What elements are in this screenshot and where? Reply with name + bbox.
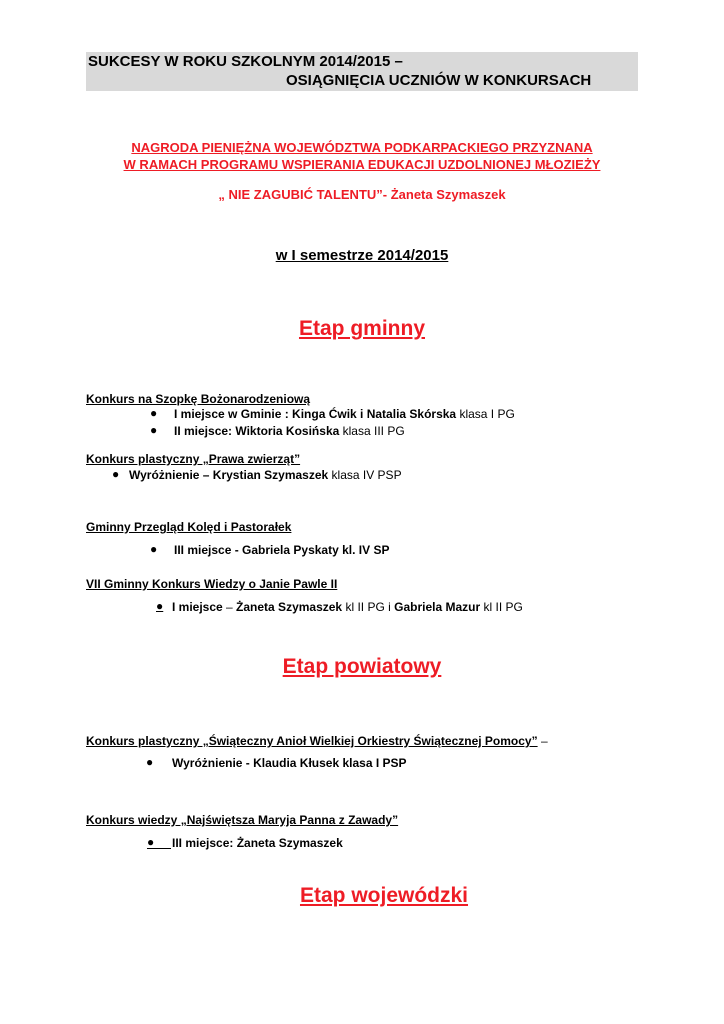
list-item: I miejsce – Żaneta Szymaszek kl II PG i Gabriela Mazur kl II PG <box>172 600 523 614</box>
contest-title-jan-pawel: VII Gminny Konkurs Wiedzy o Janie Pawle II <box>86 577 338 591</box>
award-line1: NAGRODA PIENIĘŻNA WOJEWÓDZTWA PODKARPACKIEGO PRZYZNANA <box>131 140 593 155</box>
header-title-line2: OSIĄGNIĘCIA UCZNIÓW W KONKURSACH <box>286 72 592 89</box>
contest-title-szopka: Konkurs na Szopkę Bożonarodzeniową <box>86 392 311 406</box>
list-item: III miejsce - Gabriela Pyskaty kl. IV SP <box>174 543 390 557</box>
bullet-icon: ● <box>150 423 158 437</box>
stage-heading-wojewodzki: Etap wojewódzki <box>299 884 469 907</box>
bullet-icon: ● <box>146 755 154 769</box>
list-item: III miejsce: Żaneta Szymaszek <box>172 836 343 850</box>
award-line2: W RAMACH PROGRAMU WSPIERANIA EDUKACJI UZDOLNIONEJ MŁOZIEŻY <box>123 157 601 172</box>
contest-title-prawa-zwierzat: Konkurs plastyczny „Prawa zwierząt” <box>86 452 301 466</box>
underline-divider <box>147 848 171 849</box>
header-title-line1: SUKCESY W ROKU SZKOLNYM 2014/2015 – <box>88 53 403 70</box>
bullet-icon: ● <box>147 835 155 849</box>
bullet-icon: ● <box>150 542 158 556</box>
semester-heading: w I semestrze 2014/2015 <box>275 247 449 264</box>
contest-title-koledy: Gminny Przegląd Kolęd i Pastorałek <box>86 520 292 534</box>
list-item: Wyróżnienie - Klaudia Kłusek klasa I PSP <box>172 756 407 770</box>
contest-title-maryja: Konkurs wiedzy „Najświętsza Maryja Panna z Zawady” <box>86 813 399 827</box>
list-item: Wyróżnienie – Krystian Szymaszek klasa IV PSP <box>129 468 402 482</box>
bullet-icon: ● <box>150 406 158 420</box>
bullet-icon: ● <box>156 599 164 613</box>
stage-heading-powiatowy: Etap powiatowy <box>282 655 442 678</box>
bullet-icon: ● <box>112 467 120 481</box>
contest-title-aniol: Konkurs plastyczny „Świąteczny Anioł Wielkiej Orkiestry Świątecznej Pomocy” – <box>86 734 548 748</box>
award-line3: „ NIE ZAGUBIĆ TALENTU”- Żaneta Szymaszek <box>218 187 506 202</box>
list-item: I miejsce w Gminie : Kinga Ćwik i Natalia Skórska klasa I PG <box>174 407 515 421</box>
list-item: II miejsce: Wiktoria Kosińska klasa III PG <box>174 424 405 438</box>
stage-heading-gminny: Etap gminny <box>298 317 425 340</box>
